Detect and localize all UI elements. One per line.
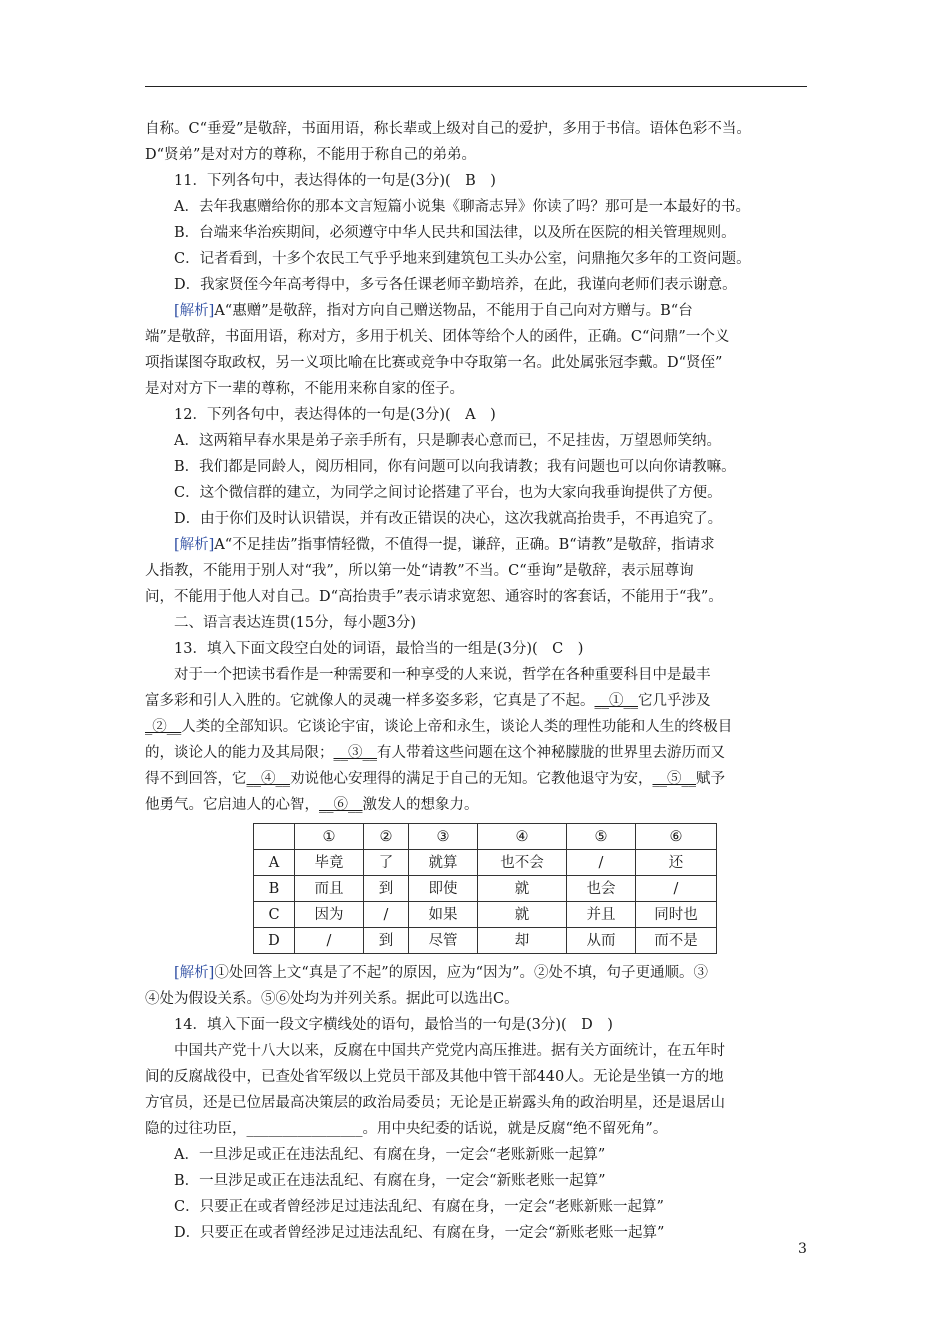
explanation-line: 端”是敬辞，书面用语，称对方，多用于机关、团体等给个人的函件，正确。C“问鼎”一个义 [145, 329, 730, 345]
passage-line: _②__人类的全部知识。它谈论宇宙，谈论上帝和永生，谈论人类的理性功能和人生的终极目 [145, 719, 733, 735]
table-cell: D [254, 928, 295, 954]
table-cell: 从而 [567, 928, 636, 954]
blank-2: _②__ [145, 719, 182, 735]
explanation-line: ④处为假设关系。⑤⑥处均为并列关系。据此可以选出C。 [145, 991, 519, 1007]
question-11: 11．下列各句中，表达得体的一句是(3分)( B ) [174, 173, 496, 189]
table-cell: 还 [636, 850, 717, 876]
table-cell: 尽管 [409, 928, 478, 954]
question-12: 12．下列各句中，表达得体的一句是(3分)( A ) [174, 407, 496, 423]
explanation-line: 问，不能用于他人对自己。D“高抬贵手”表示请求宽恕、通容时的客套话，不能用于“我”。 [145, 589, 723, 605]
table-cell: 就 [478, 902, 567, 928]
explanation-line [145, 960, 809, 986]
section-heading: 二、语言表达连贯(15分，每小题3分) [174, 615, 416, 631]
table-cell: ⑤ [567, 824, 636, 850]
option-b: B．我们都是同龄人，阅历相同，你有问题可以向我请教；我有问题也可以向你请教嘛。 [174, 459, 736, 475]
table-cell: / [295, 928, 364, 954]
table-cell: 却 [478, 928, 567, 954]
option-a: A．一旦涉足或正在违法乱纪、有腐在身，一定会“老账新账一起算” [174, 1147, 606, 1163]
text-line: D“贤弟”是对对方的尊称，不能用于称自己的弟弟。 [145, 147, 476, 163]
table-cell: / [567, 850, 636, 876]
blank-1: __①__ [594, 693, 638, 709]
blank-4: __④__ [246, 771, 290, 787]
table-cell: 也会 [567, 876, 636, 902]
table-cell: A [254, 850, 295, 876]
table-cell: 而不是 [636, 928, 717, 954]
explanation-line: 是对对方下一辈的尊称，不能用来称自家的侄子。 [145, 381, 464, 397]
option-d: D．由于你们及时认识错误，并有改正错误的决心，这次我就高抬贵手，不再追究了。 [174, 511, 723, 527]
table-cell [254, 824, 295, 850]
passage-line: 隐的过往功臣，________________。用中央纪委的话说，就是反腐“绝不留死角”。 [145, 1121, 668, 1137]
option-c: C．记者看到，十多个农民工气乎乎地来到建筑包工头办公室，问鼎拖欠多年的工资问题。 [174, 251, 751, 267]
table-row [254, 902, 717, 928]
table-cell: ④ [478, 824, 567, 850]
header-rule [145, 86, 807, 87]
question-14: 14．填入下面一段文字横线处的语句，最恰当的一句是(3分)( D ) [174, 1017, 613, 1033]
table-header-row [254, 824, 717, 850]
table-cell: 到 [364, 876, 409, 902]
table-row [254, 928, 717, 954]
table-cell: B [254, 876, 295, 902]
table-cell: 了 [364, 850, 409, 876]
passage-line: 间的反腐战役中，已查处省军级以上党员干部及其他中管干部440人。无论是坐镇一方的地 [145, 1069, 724, 1085]
passage-line: 中国共产党十八大以来，反腐在中国共产党党内高压推进。据有关方面统计，在五年时 [174, 1043, 725, 1059]
passage-line: 富多彩和引人入胜的。它就像人的灵魂一样多姿多彩，它真是了不起。__①__它几乎涉及 [145, 693, 711, 709]
page-number: 3 [798, 1241, 807, 1257]
explanation-line [145, 298, 809, 324]
explanation-text: A“惠赠”是敬辞，指对方向自己赠送物品，不能用于自己向对方赠与。B“台 [214, 303, 693, 319]
table-cell: 毕竟 [295, 850, 364, 876]
table-row [254, 850, 717, 876]
explanation-line: 人指教，不能用于别人对“我”，所以第一处“请教”不当。C“垂询”是敬辞，表示屈尊询 [145, 563, 694, 579]
explanation-tag: [解析] [174, 537, 215, 553]
explanation-text: ①处回答上文“真是了不起”的原因，应为“因为”。②处不填，句子更通顺。③ [214, 965, 708, 981]
table-cell: 也不会 [478, 850, 567, 876]
page-content [145, 116, 809, 1246]
text-line: 自称。C“垂爱”是敬辞，书面用语，称长辈或上级对自己的爱护，多用于书信。语体色彩不当。 [145, 121, 751, 137]
explanation-line: 项指谋图夺取政权，另一义项比喻在比赛或竞争中夺取第一名。此处属张冠李戴。D“贤侄” [145, 355, 723, 371]
option-d: D．只要正在或者曾经涉足过违法乱纪、有腐在身，一定会“新账老账一起算” [174, 1225, 665, 1241]
option-a: A．去年我惠赠给你的那本文言短篇小说集《聊斋志异》你读了吗？那可是一本最好的书。 [174, 199, 750, 215]
table-cell: ① [295, 824, 364, 850]
explanation-text: A“不足挂齿”指事情轻微，不值得一提，谦辞，正确。B“请教”是敬辞，指请求 [214, 537, 715, 553]
table-cell: ⑥ [636, 824, 717, 850]
table-cell: C [254, 902, 295, 928]
blank-5: __⑤__ [652, 771, 696, 787]
explanation-tag: [解析] [174, 303, 215, 319]
table-cell: 而且 [295, 876, 364, 902]
table-cell: 并且 [567, 902, 636, 928]
option-d: D．我家贤侄今年高考得中，多亏各任课老师辛勤培养，在此，我谨向老师们表示谢意。 [174, 277, 737, 293]
passage-line: 方官员，还是已位居最高决策层的政治局委员；无论是正崭露头角的政治明星，还是退居山 [145, 1095, 725, 1111]
table-cell: 即使 [409, 876, 478, 902]
options-table [253, 823, 717, 954]
option-b: B．台端来华治疾期间，必须遵守中华人民共和国法律，以及所在医院的相关管理规则。 [174, 225, 736, 241]
option-a: A．这两箱早春水果是弟子亲手所有，只是聊表心意而已，不足挂齿，万望恩师笑纳。 [174, 433, 721, 449]
question-13: 13．填入下面文段空白处的词语，最恰当的一组是(3分)( C ) [174, 641, 584, 657]
table-cell: / [364, 902, 409, 928]
table-cell: / [636, 876, 717, 902]
table-cell: 就 [478, 876, 567, 902]
table-cell: 如果 [409, 902, 478, 928]
blank-6: __⑥__ [319, 797, 363, 813]
passage-line: 的，谈论人的能力及其局限；__③__有人带着这些问题在这个神秘朦胧的世界里去游历而又 [145, 745, 725, 761]
blank-3: __③__ [333, 745, 377, 761]
explanation-tag: [解析] [174, 965, 215, 981]
option-b: B．一旦涉足或正在违法乱纪、有腐在身，一定会“新账老账一起算” [174, 1173, 606, 1189]
passage-line: 对于一个把读书看作是一种需要和一种享受的人来说，哲学在各种重要科目中是最丰 [174, 667, 711, 683]
table-cell: 就算 [409, 850, 478, 876]
explanation-line [145, 532, 809, 558]
option-c: C．只要正在或者曾经涉足过违法乱纪、有腐在身，一定会“老账新账一起算” [174, 1199, 664, 1215]
table-cell: 到 [364, 928, 409, 954]
table-cell: ③ [409, 824, 478, 850]
option-c: C．这个微信群的建立，为同学之间讨论搭建了平台，也为大家向我垂询提供了方便。 [174, 485, 722, 501]
table-cell: ② [364, 824, 409, 850]
table-cell: 同时也 [636, 902, 717, 928]
passage-line: 他勇气。它启迪人的心智，__⑥__激发人的想象力。 [145, 797, 479, 813]
table-cell: 因为 [295, 902, 364, 928]
table-row [254, 876, 717, 902]
passage-line: 得不到回答，它__④__劝说他心安理得的满足于自己的无知。它教他退守为安，__⑤__赋予 [145, 771, 725, 787]
